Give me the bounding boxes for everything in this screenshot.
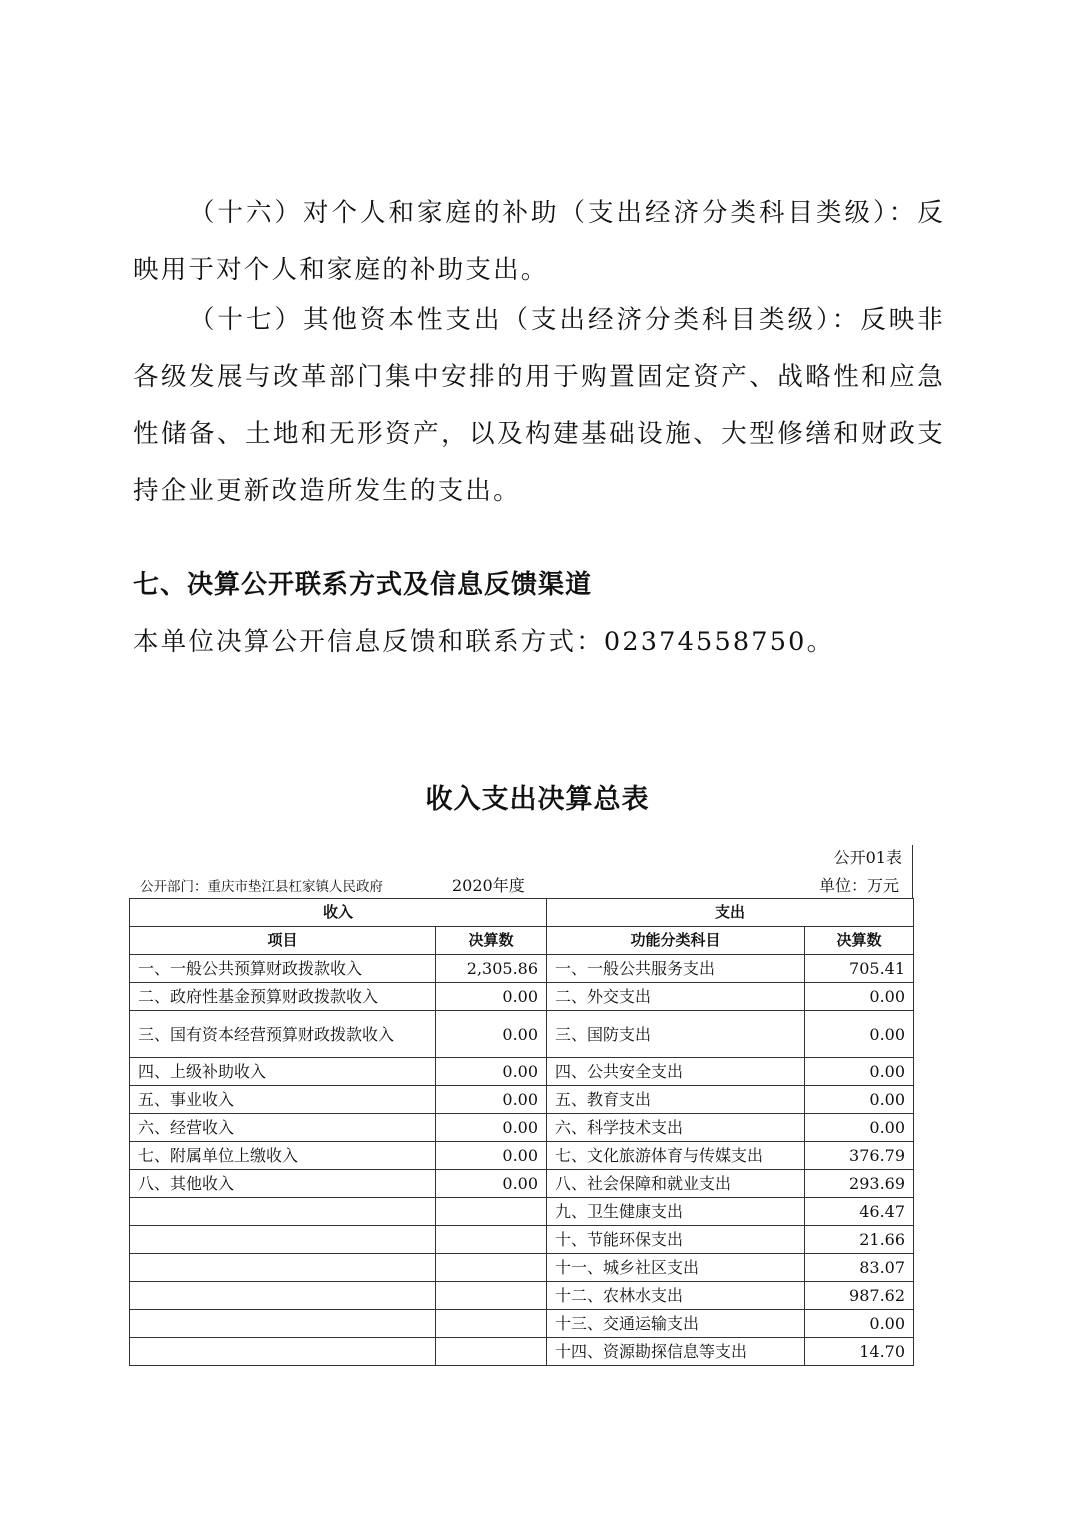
expense-amount-cell: 14.70 — [805, 1338, 914, 1366]
expense-item-cell: 十二、农林水支出 — [547, 1282, 805, 1310]
expense-amount-cell: 83.07 — [805, 1254, 914, 1282]
expense-amount-cell: 0.00 — [805, 1310, 914, 1338]
table-row — [130, 1114, 914, 1142]
income-expense-table — [129, 898, 914, 1366]
income-item-cell: 三、国有资本经营预算财政拨款收入 — [130, 1011, 436, 1058]
table-row — [130, 955, 914, 983]
expense-amount-cell: 0.00 — [805, 1058, 914, 1086]
income-amount-cell: 0.00 — [436, 1142, 547, 1170]
expense-item-cell: 七、文化旅游体育与传媒支出 — [547, 1142, 805, 1170]
contact-info: 本单位决算公开信息反馈和联系方式：02374558750。 — [133, 627, 835, 657]
expense-item-cell: 十一、城乡社区支出 — [547, 1254, 805, 1282]
expense-item-cell: 五、教育支出 — [547, 1086, 805, 1114]
income-amount-cell — [436, 1254, 547, 1282]
expense-item-cell: 十三、交通运输支出 — [547, 1310, 805, 1338]
expense-amount-cell: 0.00 — [805, 1011, 914, 1058]
table-title: 收入支出决算总表 — [425, 784, 650, 815]
header-divider — [912, 845, 913, 898]
table-row — [130, 1086, 914, 1114]
paragraph-item-17: （十七）其他资本性支出（支出经济分类科目类级）：反映非各级发展与改革部门集中安排的用于购置固定资产、战略性和应急性储备、土地和无形资产，以及构建基础设施、大型修缮和财政支持企业更新改造所发生的支出。 — [133, 305, 945, 506]
expense-amount-cell: 46.47 — [805, 1198, 914, 1226]
table-body — [130, 955, 914, 1366]
expense-item-cell: 十四、资源勘探信息等支出 — [547, 1338, 805, 1366]
column-header-expense-amount: 决算数 — [805, 927, 914, 955]
income-item-cell: 八、其他收入 — [130, 1170, 436, 1198]
income-item-cell — [130, 1198, 436, 1226]
table-row — [130, 1058, 914, 1086]
fiscal-year: 2020年度 — [452, 876, 525, 895]
column-header-income-amount: 决算数 — [436, 927, 547, 955]
income-amount-cell: 0.00 — [436, 1114, 547, 1142]
expense-item-cell: 九、卫生健康支出 — [547, 1198, 805, 1226]
expense-item-cell: 一、一般公共服务支出 — [547, 955, 805, 983]
column-header-item: 项目 — [130, 927, 436, 955]
column-header-function: 功能分类科目 — [547, 927, 805, 955]
income-amount-cell — [436, 1338, 547, 1366]
table-row — [130, 1282, 914, 1310]
expense-amount-cell: 987.62 — [805, 1282, 914, 1310]
expense-amount-cell: 21.66 — [805, 1226, 914, 1254]
table-row — [130, 1254, 914, 1282]
table-row — [130, 1142, 914, 1170]
table-row — [130, 1226, 914, 1254]
expense-item-cell: 四、公共安全支出 — [547, 1058, 805, 1086]
form-number: 公开01表 — [833, 848, 902, 867]
income-item-cell — [130, 1254, 436, 1282]
income-item-cell — [130, 1338, 436, 1366]
income-amount-cell: 0.00 — [436, 1086, 547, 1114]
income-amount-cell: 0.00 — [436, 1011, 547, 1058]
expense-amount-cell: 705.41 — [805, 955, 914, 983]
income-amount-cell — [436, 1310, 547, 1338]
income-amount-cell: 0.00 — [436, 1058, 547, 1086]
income-item-cell — [130, 1282, 436, 1310]
table-row — [130, 1310, 914, 1338]
expense-item-cell: 六、科学技术支出 — [547, 1114, 805, 1142]
expense-item-cell: 八、社会保障和就业支出 — [547, 1170, 805, 1198]
income-item-cell: 二、政府性基金预算财政拨款收入 — [130, 983, 436, 1011]
income-item-cell: 七、附属单位上缴收入 — [130, 1142, 436, 1170]
paragraph-item-16: （十六）对个人和家庭的补助（支出经济分类科目类级）：反映用于对个人和家庭的补助支出。 — [133, 198, 945, 285]
income-amount-cell — [436, 1198, 547, 1226]
table-row — [130, 1011, 914, 1058]
income-item-cell: 一、一般公共预算财政拨款收入 — [130, 955, 436, 983]
income-item-cell — [130, 1310, 436, 1338]
expense-amount-cell: 0.00 — [805, 1114, 914, 1142]
department-label: 公开部门：重庆市垫江县杠家镇人民政府 — [140, 879, 383, 895]
expense-amount-cell: 376.79 — [805, 1142, 914, 1170]
expense-amount-cell: 0.00 — [805, 1086, 914, 1114]
income-item-cell — [130, 1226, 436, 1254]
expense-item-cell: 三、国防支出 — [547, 1011, 805, 1058]
expense-item-cell: 二、外交支出 — [547, 983, 805, 1011]
table-row — [130, 1198, 914, 1226]
income-amount-cell: 2,305.86 — [436, 955, 547, 983]
income-item-cell: 六、经营收入 — [130, 1114, 436, 1142]
income-amount-cell: 0.00 — [436, 983, 547, 1011]
income-item-cell: 四、上级补助收入 — [130, 1058, 436, 1086]
table-row — [130, 1170, 914, 1198]
expense-group-header: 支出 — [547, 899, 914, 927]
table-row — [130, 983, 914, 1011]
income-amount-cell — [436, 1226, 547, 1254]
income-group-header: 收入 — [130, 899, 547, 927]
table-row — [130, 1338, 914, 1366]
expense-amount-cell: 293.69 — [805, 1170, 914, 1198]
income-amount-cell — [436, 1282, 547, 1310]
income-item-cell: 五、事业收入 — [130, 1086, 436, 1114]
expense-item-cell: 十、节能环保支出 — [547, 1226, 805, 1254]
unit-label: 单位：万元 — [818, 876, 899, 895]
expense-amount-cell: 0.00 — [805, 983, 914, 1011]
income-amount-cell: 0.00 — [436, 1170, 547, 1198]
section-7-heading: 七、决算公开联系方式及信息反馈渠道 — [133, 570, 593, 600]
